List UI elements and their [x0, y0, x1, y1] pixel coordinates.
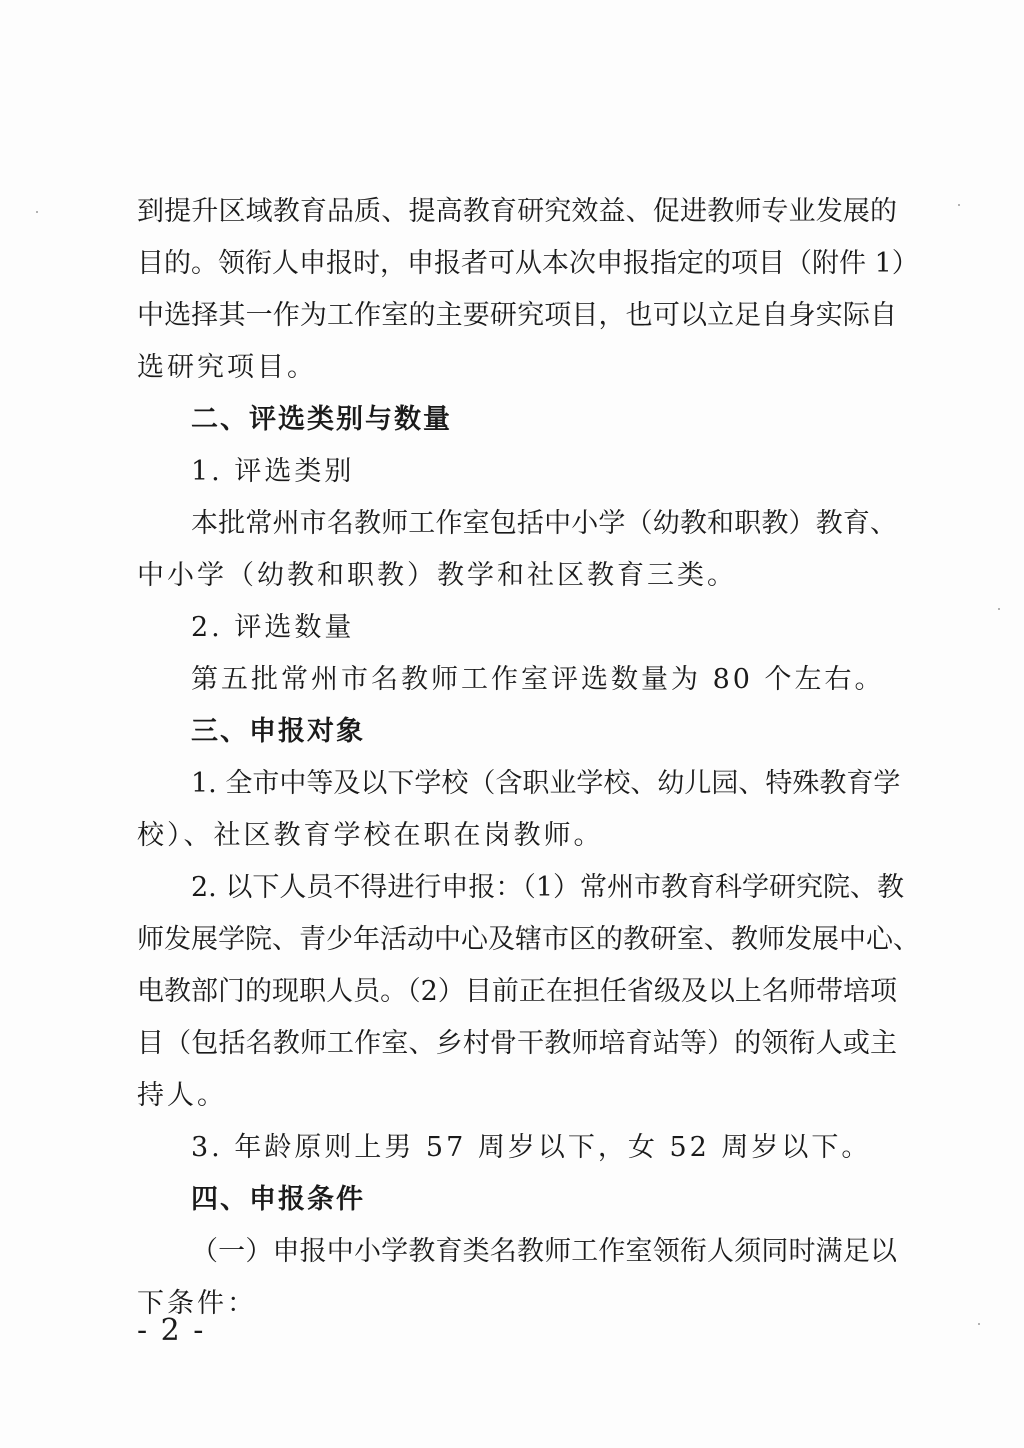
paragraph-line: 中选择其一作为工作室的主要研究项目，也可以立足自身实际自: [137, 300, 897, 331]
paragraph-line: 1. 全市中等及以下学校（含职业学校、幼儿园、特殊教育学: [191, 768, 901, 799]
section-heading: 三、申报对象: [191, 716, 365, 747]
paragraph-line: 持人。: [137, 1080, 227, 1111]
paragraph-line: 目的。领衔人申报时，申报者可从本次申报指定的项目（附件 1）: [137, 248, 919, 279]
section-heading: 四、申报条件: [191, 1184, 365, 1215]
document-body: [137, 186, 920, 1330]
paragraph-line: 3. 年龄原则上男 57 周岁以下，女 52 周岁以下。: [191, 1132, 872, 1163]
paragraph-line: （一）申报中小学教育类名教师工作室领衔人须同时满足以: [191, 1236, 897, 1267]
paragraph-line: 2. 以下人员不得进行申报：（1）常州市教育科学研究院、教: [191, 872, 905, 903]
paragraph-line: 下条件：: [137, 1288, 257, 1319]
paragraph-line: 目（包括名教师工作室、乡村骨干教师培育站等）的领衔人或主: [137, 1028, 897, 1059]
paragraph-line: 本批常州市名教师工作室包括中小学（幼教和职教）教育、: [191, 508, 897, 539]
paragraph-line: 到提升区域教育品质、提高教育研究效益、促进教师专业发展的: [137, 196, 897, 227]
paragraph-line: 校）、社区教育学校在职在岗教师。: [137, 820, 604, 851]
section-heading: 二、评选类别与数量: [191, 404, 452, 435]
subsection-heading: 1. 评选类别: [191, 456, 355, 487]
paragraph-line: 第五批常州市名教师工作室评选数量为 80 个左右。: [191, 664, 885, 695]
scan-speck: [958, 204, 960, 206]
subsection-heading: 2. 评选数量: [191, 612, 355, 643]
scan-speck: [998, 608, 1000, 610]
scan-speck: [978, 1323, 980, 1325]
paragraph-line: 师发展学院、青少年活动中心及辖市区的教研室、教师发展中心、: [137, 924, 920, 955]
paragraph-line: 中小学（幼教和职教）教学和社区教育三类。: [137, 560, 737, 591]
page-number: - 2 -: [137, 1313, 206, 1348]
scan-speck: [36, 211, 38, 213]
paragraph-line: 选研究项目。: [137, 352, 317, 383]
paragraph-line: 电教部门的现职人员。（2）目前正在担任省级及以上名师带培项: [137, 976, 897, 1007]
